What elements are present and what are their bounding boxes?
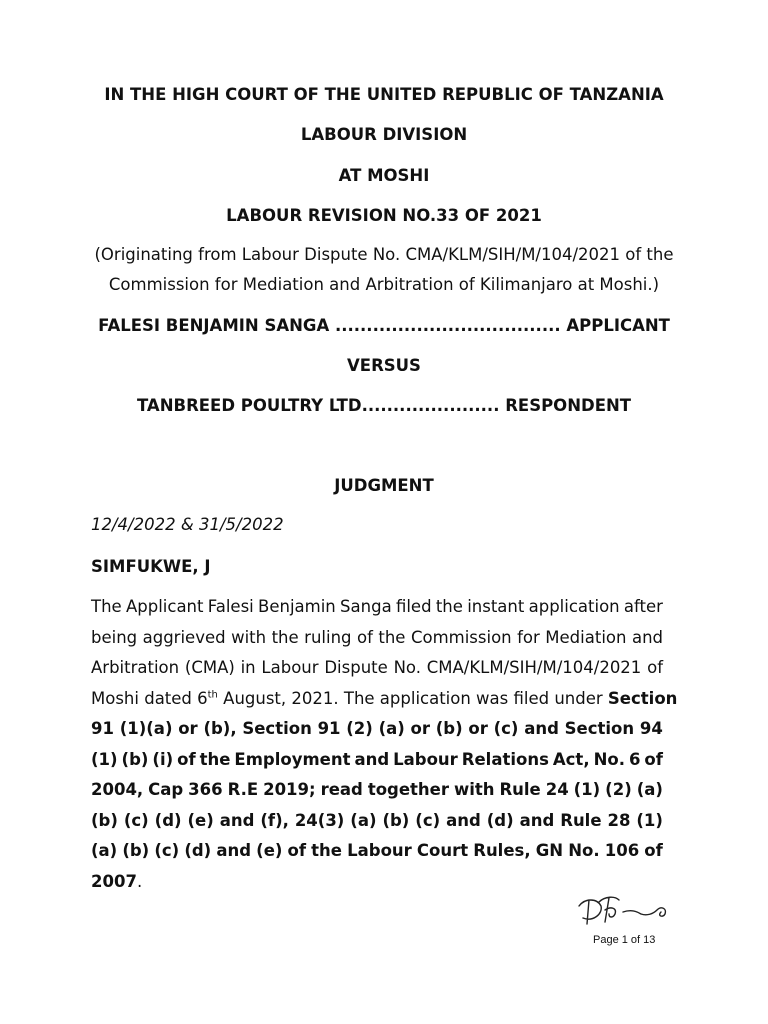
word: 91 [91, 719, 114, 738]
word: Labour [261, 658, 319, 677]
word: and [524, 719, 559, 738]
word: (e) [256, 841, 283, 860]
body-line-1 [91, 597, 663, 628]
word: Rules, [473, 841, 531, 860]
word: Labour [393, 749, 458, 769]
word: (1) [636, 810, 663, 830]
word: Arbitration [91, 658, 180, 677]
word: the [199, 749, 231, 769]
word: (e) [187, 810, 214, 830]
word: Applicant [125, 597, 204, 616]
word: or [468, 719, 488, 738]
word: 366 [188, 780, 223, 799]
word: (f), [260, 810, 289, 830]
word: (1) [91, 749, 118, 769]
word: of [644, 841, 663, 860]
hearing-dates: 12/4/2022 & 31/5/2022 [91, 515, 284, 534]
word: (d) [184, 841, 212, 860]
word: and [216, 841, 252, 860]
word: (a) [636, 780, 663, 799]
word: Mediation [545, 627, 627, 647]
word: or [178, 719, 198, 738]
word: (c) [154, 841, 180, 860]
word: aggrieved [142, 627, 226, 647]
word: Commission [410, 627, 512, 647]
word: the [435, 597, 463, 616]
word: (2) [605, 780, 632, 799]
respondent-name: TANBREED POULTRY LTD [136, 396, 362, 415]
body-line-3 [91, 658, 663, 689]
word: (CMA) [184, 658, 235, 677]
applicant-role: APPLICANT [566, 316, 670, 335]
page-number: Page 1 of 13 [593, 934, 656, 946]
body-line-9 [91, 841, 663, 872]
location-title: AT MOSHI [338, 166, 430, 185]
word: Relations [461, 749, 549, 769]
word: (b) [122, 841, 150, 860]
origin-line-1: (Originating from Labour Dispute No. CMA/KLM/SIH/M/104/2021 of the [94, 245, 674, 264]
word: (1) [573, 780, 601, 799]
ordinal-suffix: th [207, 689, 218, 700]
word: (d) [154, 810, 182, 830]
word: of [644, 749, 663, 769]
word: and [219, 810, 255, 830]
word: (c) [123, 810, 149, 830]
word: (b) [382, 810, 410, 830]
word: Cap [148, 780, 184, 799]
judge-name: SIMFUKWE, J [91, 557, 211, 576]
word: being [91, 627, 138, 647]
word: No. [568, 841, 600, 860]
word: No. [393, 658, 421, 677]
word: 91 [317, 719, 341, 738]
word: of [356, 627, 373, 647]
word: 6 [628, 749, 641, 769]
respondent-line [0, 396, 768, 415]
body-line-4 [91, 688, 678, 720]
word: of [177, 749, 196, 769]
word: Section [242, 719, 312, 738]
word: Sanga [340, 597, 392, 616]
origin-line-2: Commission for Mediation and Arbitration of Kilimanjaro at Moshi.) [108, 275, 660, 294]
word: the [311, 841, 342, 860]
word: Court [416, 841, 469, 860]
word: 28 [607, 810, 631, 830]
word: No. [593, 749, 625, 769]
word: (c) [493, 719, 519, 738]
respondent-dots: ...................... [361, 396, 500, 415]
body-line-6 [91, 750, 663, 781]
word: of [287, 841, 307, 860]
word: 24 [545, 780, 569, 799]
word: (b) [435, 719, 463, 738]
word: together [367, 780, 449, 799]
applicant-dots: .................................... [334, 316, 561, 335]
word: with [231, 627, 267, 647]
word: and [519, 810, 555, 830]
word: Labour [347, 841, 412, 860]
word: (1)(a) [119, 719, 173, 738]
word: 2004, [91, 780, 144, 799]
word: and [354, 749, 390, 769]
word: (2) [346, 719, 373, 738]
word: Dispute [324, 658, 388, 677]
word: (b), [203, 719, 237, 738]
word: Act, [552, 749, 590, 769]
word: (c) [415, 810, 441, 830]
word: 24(3) [294, 810, 345, 830]
case-number: LABOUR REVISION NO.33 OF 2021 [226, 206, 542, 225]
word: GN [535, 841, 564, 860]
word: for [517, 627, 540, 647]
word: the [271, 627, 299, 647]
word: with [453, 780, 495, 799]
word: Section [564, 719, 635, 738]
word: (d) [486, 810, 514, 830]
respondent-role: RESPONDENT [505, 396, 632, 415]
word: (a) [350, 810, 377, 830]
body-line-7 [91, 780, 663, 811]
word: 2019; [263, 780, 316, 799]
word: and [631, 627, 663, 647]
word: CMA/KLM/SIH/M/104/2021 [426, 658, 642, 677]
word: Falesi [207, 597, 254, 616]
period: . [136, 871, 143, 891]
word: or [410, 719, 431, 738]
applicant-name: FALESI BENJAMIN SANGA [98, 316, 330, 335]
word: in [240, 658, 256, 677]
word: Rule [560, 810, 602, 830]
word: instant [467, 597, 525, 616]
word: (i) [152, 749, 174, 769]
word: (a) [91, 841, 118, 860]
body-line-4-b: August, 2021. The application was filed under [217, 688, 608, 708]
versus-label: VERSUS [347, 356, 421, 375]
body-line-10-text [91, 872, 142, 891]
word: 94 [639, 719, 663, 738]
body-line-8 [91, 811, 663, 842]
signature-image [575, 888, 685, 928]
body-line-4-a: Moshi dated 6 [91, 688, 208, 708]
word: filed [395, 597, 432, 616]
word: 106 [604, 841, 640, 860]
judgment-heading: JUDGMENT [334, 476, 434, 495]
body-line-4-bold: Section [607, 688, 678, 708]
word: the [378, 627, 406, 647]
word: The [91, 597, 122, 616]
word: after [623, 597, 663, 616]
word: Rule [499, 780, 541, 799]
word: (b) [91, 810, 118, 830]
body-line-2 [91, 628, 663, 659]
body-line-4-text [91, 689, 677, 708]
word: and [446, 810, 481, 830]
applicant-line [0, 316, 768, 335]
word: application [528, 597, 620, 616]
court-title: IN THE HIGH COURT OF THE UNITED REPUBLIC OF TANZANIA [104, 85, 664, 104]
word: read [320, 780, 363, 799]
body-paragraph [91, 597, 678, 902]
division-title: LABOUR DIVISION [300, 125, 468, 144]
word: Employment [234, 749, 351, 769]
year-bold: 2007 [91, 871, 137, 891]
word: (b) [121, 749, 149, 769]
word: of [647, 658, 663, 677]
word: Benjamin [258, 597, 336, 616]
word: ruling [304, 627, 352, 647]
body-line-5 [91, 719, 663, 750]
word: (a) [378, 719, 405, 738]
word: R.E [227, 780, 259, 799]
